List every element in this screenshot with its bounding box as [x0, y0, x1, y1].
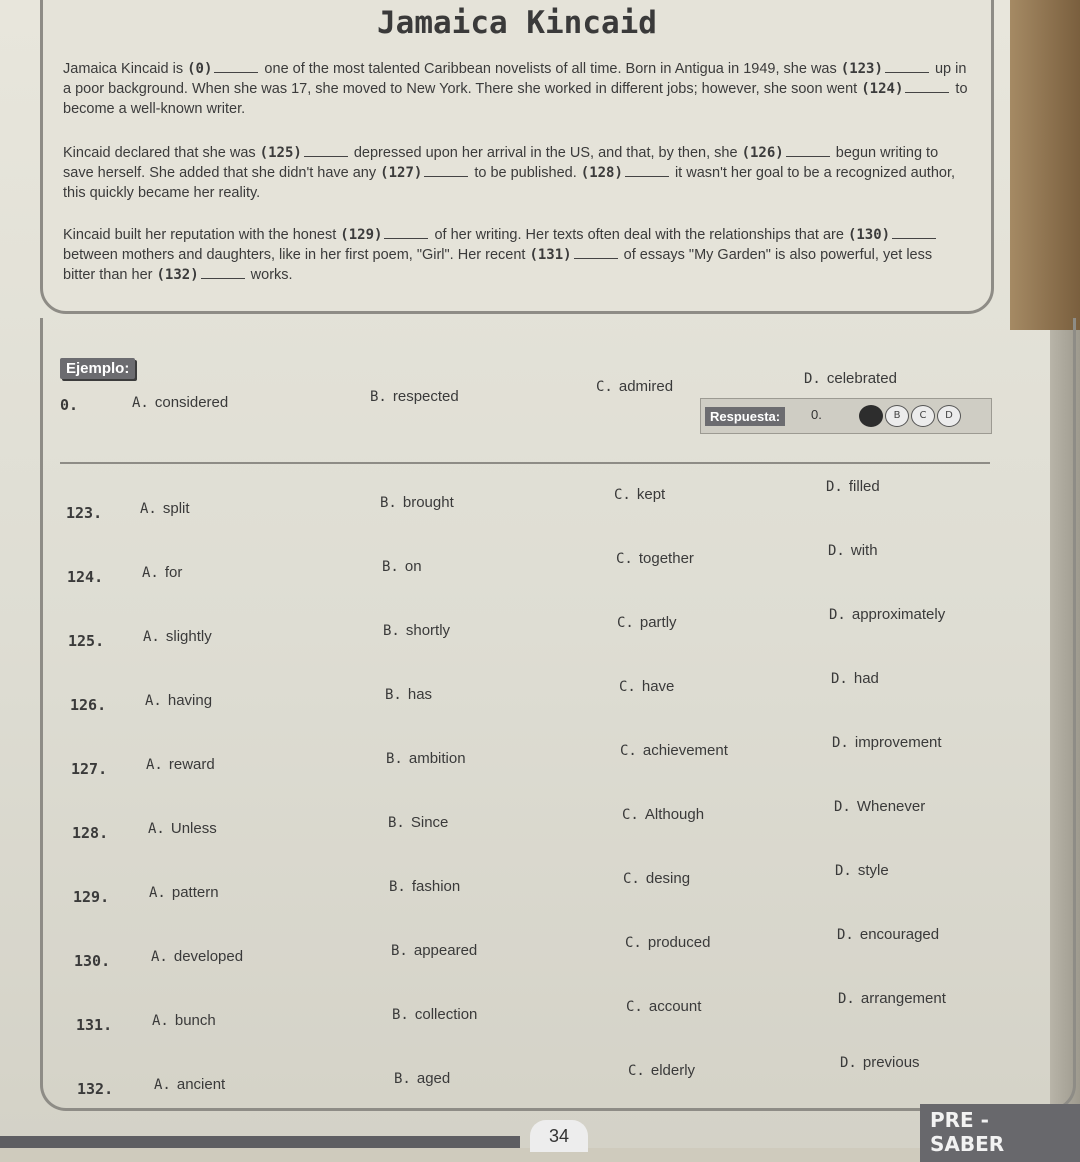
text: Kincaid declared that she was — [63, 145, 260, 161]
option-letter: D. — [834, 799, 851, 815]
text: works. — [246, 267, 293, 283]
option-letter: B. — [383, 623, 400, 639]
option-text: achievement — [642, 742, 728, 759]
page-title: Jamaica Kincaid — [377, 5, 657, 41]
option-a — [149, 884, 219, 901]
text: up in a poor background. When she was 17, she moved to New York. There she worked in different jobs; however, she soon went — [63, 61, 967, 97]
option-letter: C. — [626, 999, 643, 1015]
question-number: 131. — [76, 1016, 113, 1034]
gap-number: (0) — [187, 61, 213, 77]
option-text: arrangement — [860, 990, 946, 1007]
option-text: bunch — [174, 1012, 216, 1029]
option-b — [391, 942, 477, 959]
option-text: aged — [416, 1070, 451, 1087]
answer-bubble-d[interactable]: D — [937, 405, 961, 427]
option-a — [151, 948, 243, 965]
option-text: admired — [618, 378, 674, 395]
option-letter: D. — [840, 1055, 857, 1071]
answer-bubble-c[interactable]: C — [911, 405, 935, 427]
option-letter: B. — [386, 751, 403, 767]
option-text: produced — [647, 934, 711, 951]
option-d — [828, 542, 878, 559]
divider — [60, 462, 990, 464]
option-text: filled — [848, 478, 880, 495]
gap-number: (127) — [380, 165, 423, 181]
reading-passage-box — [40, 0, 994, 314]
answer-number: 0. — [811, 407, 822, 422]
option-text: Unless — [170, 820, 217, 837]
question-number: 124. — [67, 568, 104, 586]
option-d — [826, 478, 880, 495]
text: to be published. — [470, 165, 581, 181]
option-letter: B. — [370, 389, 387, 405]
option-text: had — [853, 670, 879, 687]
question-number: 127. — [71, 760, 108, 778]
answer-label: Respuesta: — [705, 407, 785, 426]
option-d — [834, 798, 925, 815]
option-letter: A. — [140, 501, 157, 517]
option-text: previous — [862, 1054, 920, 1071]
gap-number: (130) — [847, 227, 891, 243]
option-letter: B. — [385, 687, 402, 703]
option-letter: B. — [389, 879, 406, 895]
paragraph-2 — [63, 143, 968, 203]
option-letter: D. — [831, 671, 848, 687]
background-table-edge — [1010, 0, 1080, 330]
option-text: has — [407, 686, 433, 703]
option-text: reward — [168, 756, 215, 773]
option-text: ancient — [176, 1076, 226, 1093]
option-letter: C. — [616, 551, 633, 567]
option-text: for — [164, 564, 183, 581]
option-d — [829, 606, 945, 623]
option-text: encouraged — [859, 926, 940, 943]
paragraph-3 — [63, 225, 968, 285]
option-a — [143, 628, 212, 645]
option-text: on — [404, 558, 422, 575]
option-b — [394, 1070, 450, 1087]
option-letter: B. — [382, 559, 399, 575]
option-c — [628, 1062, 695, 1079]
option-letter: A. — [151, 949, 168, 965]
option-text: improvement — [854, 734, 942, 751]
option-text: appeared — [413, 942, 478, 959]
option-text: Since — [410, 814, 449, 831]
blank — [905, 92, 949, 93]
gap-number: (132) — [156, 267, 199, 283]
option-b — [380, 494, 454, 511]
option-text: considered — [154, 394, 229, 411]
option-text: partly — [639, 614, 677, 631]
question-number: 129. — [73, 888, 110, 906]
question-number: 130. — [74, 952, 111, 970]
option-a — [145, 692, 212, 709]
option-letter: D. — [837, 927, 854, 943]
text: to become a well-known writer. — [63, 81, 968, 117]
text: one of the most talented Caribbean novelists of all time. Born in Antigua in 1949, she was — [260, 61, 841, 77]
option-text: desing — [645, 870, 691, 887]
option-letter: D. — [828, 543, 845, 559]
option-letter: B. — [391, 943, 408, 959]
option-c — [625, 934, 710, 951]
option-d — [831, 670, 879, 687]
blank — [574, 258, 618, 259]
example-number: 0. — [60, 396, 79, 414]
blank — [214, 72, 258, 73]
text: depressed upon her arrival in the US, and that, by then, she — [349, 145, 742, 161]
gap-number: (123) — [840, 61, 883, 77]
option-text: celebrated — [826, 370, 897, 387]
text: begun writing to save herself. She added that she didn't have any — [63, 145, 939, 181]
option-text: have — [641, 678, 675, 695]
option-letter: D. — [838, 991, 855, 1007]
question-number: 132. — [77, 1080, 114, 1098]
option-letter: A. — [145, 693, 162, 709]
question-number: 125. — [68, 632, 105, 650]
option-a — [152, 1012, 216, 1029]
option-a — [148, 820, 217, 837]
answer-bubble-a[interactable] — [859, 405, 883, 427]
footer-strip — [0, 1136, 520, 1148]
option-c — [623, 870, 690, 887]
text: Jamaica Kincaid is — [63, 61, 188, 77]
option-text: pattern — [171, 884, 219, 901]
option-a — [146, 756, 215, 773]
option-text: account — [648, 998, 702, 1015]
option-d — [835, 862, 889, 879]
option-letter: D. — [835, 863, 852, 879]
option-letter: B. — [388, 815, 405, 831]
option-text: Whenever — [856, 798, 926, 815]
option-text: with — [850, 542, 878, 559]
example-option-c — [596, 378, 673, 395]
option-letter: C. — [619, 679, 636, 695]
option-c — [614, 486, 665, 503]
option-letter: D. — [832, 735, 849, 751]
option-text: style — [857, 862, 889, 879]
option-d — [840, 1054, 920, 1071]
option-letter: C. — [623, 871, 640, 887]
option-c — [622, 806, 704, 823]
option-c — [620, 742, 728, 759]
option-c — [616, 550, 694, 567]
option-letter: A. — [132, 395, 149, 411]
text: it wasn't her goal to be a recognized author, this quickly became her reality. — [63, 165, 956, 201]
blank — [885, 72, 929, 73]
example-label: Ejemplo: — [60, 358, 135, 379]
gap-number: (131) — [529, 247, 572, 263]
paragraph-1 — [63, 59, 968, 119]
option-letter: C. — [620, 743, 637, 759]
option-text: approximately — [851, 606, 946, 623]
question-number: 128. — [72, 824, 109, 842]
option-letter: D. — [804, 371, 821, 387]
blank — [625, 176, 669, 177]
option-letter: B. — [394, 1071, 411, 1087]
gap-number: (124) — [861, 81, 904, 97]
option-letter: C. — [622, 807, 639, 823]
option-b — [392, 1006, 477, 1023]
option-b — [389, 878, 460, 895]
brand-tag: PRE - SABER — [920, 1104, 1080, 1162]
option-letter: B. — [380, 495, 397, 511]
option-letter: A. — [149, 885, 166, 901]
text: Kincaid built her reputation with the honest — [63, 227, 341, 243]
gap-number: (125) — [259, 145, 302, 161]
option-text: having — [167, 692, 213, 709]
gap-number: (128) — [580, 165, 623, 181]
option-b — [382, 558, 422, 575]
option-text: brought — [402, 494, 454, 511]
option-text: developed — [173, 948, 244, 965]
question-number: 126. — [70, 696, 107, 714]
blank — [424, 176, 468, 177]
option-letter: A. — [146, 757, 163, 773]
option-d — [832, 734, 942, 751]
blank — [304, 156, 348, 157]
page-number: 34 — [530, 1120, 588, 1152]
option-d — [838, 990, 946, 1007]
option-text: collection — [414, 1006, 478, 1023]
option-text: respected — [392, 388, 459, 405]
option-letter: A. — [154, 1077, 171, 1093]
example-option-d — [804, 370, 897, 387]
text: of essays "My Garden" is also powerful, yet less bitter than her — [63, 247, 933, 283]
blank — [201, 278, 245, 279]
gap-number: (129) — [340, 227, 383, 243]
option-b — [383, 622, 450, 639]
option-text: elderly — [650, 1062, 696, 1079]
option-letter: D. — [826, 479, 843, 495]
text: of her writing. Her texts often deal with the relationships that are — [430, 227, 848, 243]
option-letter: B. — [392, 1007, 409, 1023]
option-text: kept — [636, 486, 666, 503]
gap-number: (126) — [741, 145, 784, 161]
option-text: together — [638, 550, 694, 567]
option-d — [837, 926, 939, 943]
option-letter: C. — [625, 935, 642, 951]
option-c — [626, 998, 701, 1015]
option-letter: C. — [596, 379, 613, 395]
answer-bubble-b[interactable]: B — [885, 405, 909, 427]
option-c — [617, 614, 677, 631]
text: between mothers and daughters, like in her first poem, "Girl". Her recent — [63, 247, 530, 263]
answer-sheet-example — [700, 398, 992, 434]
option-letter: A. — [142, 565, 159, 581]
blank — [786, 156, 830, 157]
option-text: fashion — [411, 878, 461, 895]
option-a — [154, 1076, 225, 1093]
option-letter: A. — [148, 821, 165, 837]
option-letter: C. — [617, 615, 634, 631]
option-c — [619, 678, 674, 695]
option-letter: C. — [628, 1063, 645, 1079]
option-text: Although — [644, 806, 705, 823]
option-b — [386, 750, 466, 767]
option-letter: D. — [829, 607, 846, 623]
option-b — [388, 814, 448, 831]
blank — [892, 238, 936, 239]
option-letter: A. — [143, 629, 160, 645]
option-text: ambition — [408, 750, 466, 767]
example-option-b — [370, 388, 459, 405]
blank — [384, 238, 428, 239]
option-letter: C. — [614, 487, 631, 503]
option-text: slightly — [165, 628, 212, 645]
option-a — [140, 500, 190, 517]
option-text: split — [162, 500, 190, 517]
option-a — [142, 564, 182, 581]
option-b — [385, 686, 432, 703]
option-text: shortly — [405, 622, 451, 639]
example-option-a — [132, 394, 228, 411]
option-letter: A. — [152, 1013, 169, 1029]
question-number: 123. — [66, 504, 103, 522]
